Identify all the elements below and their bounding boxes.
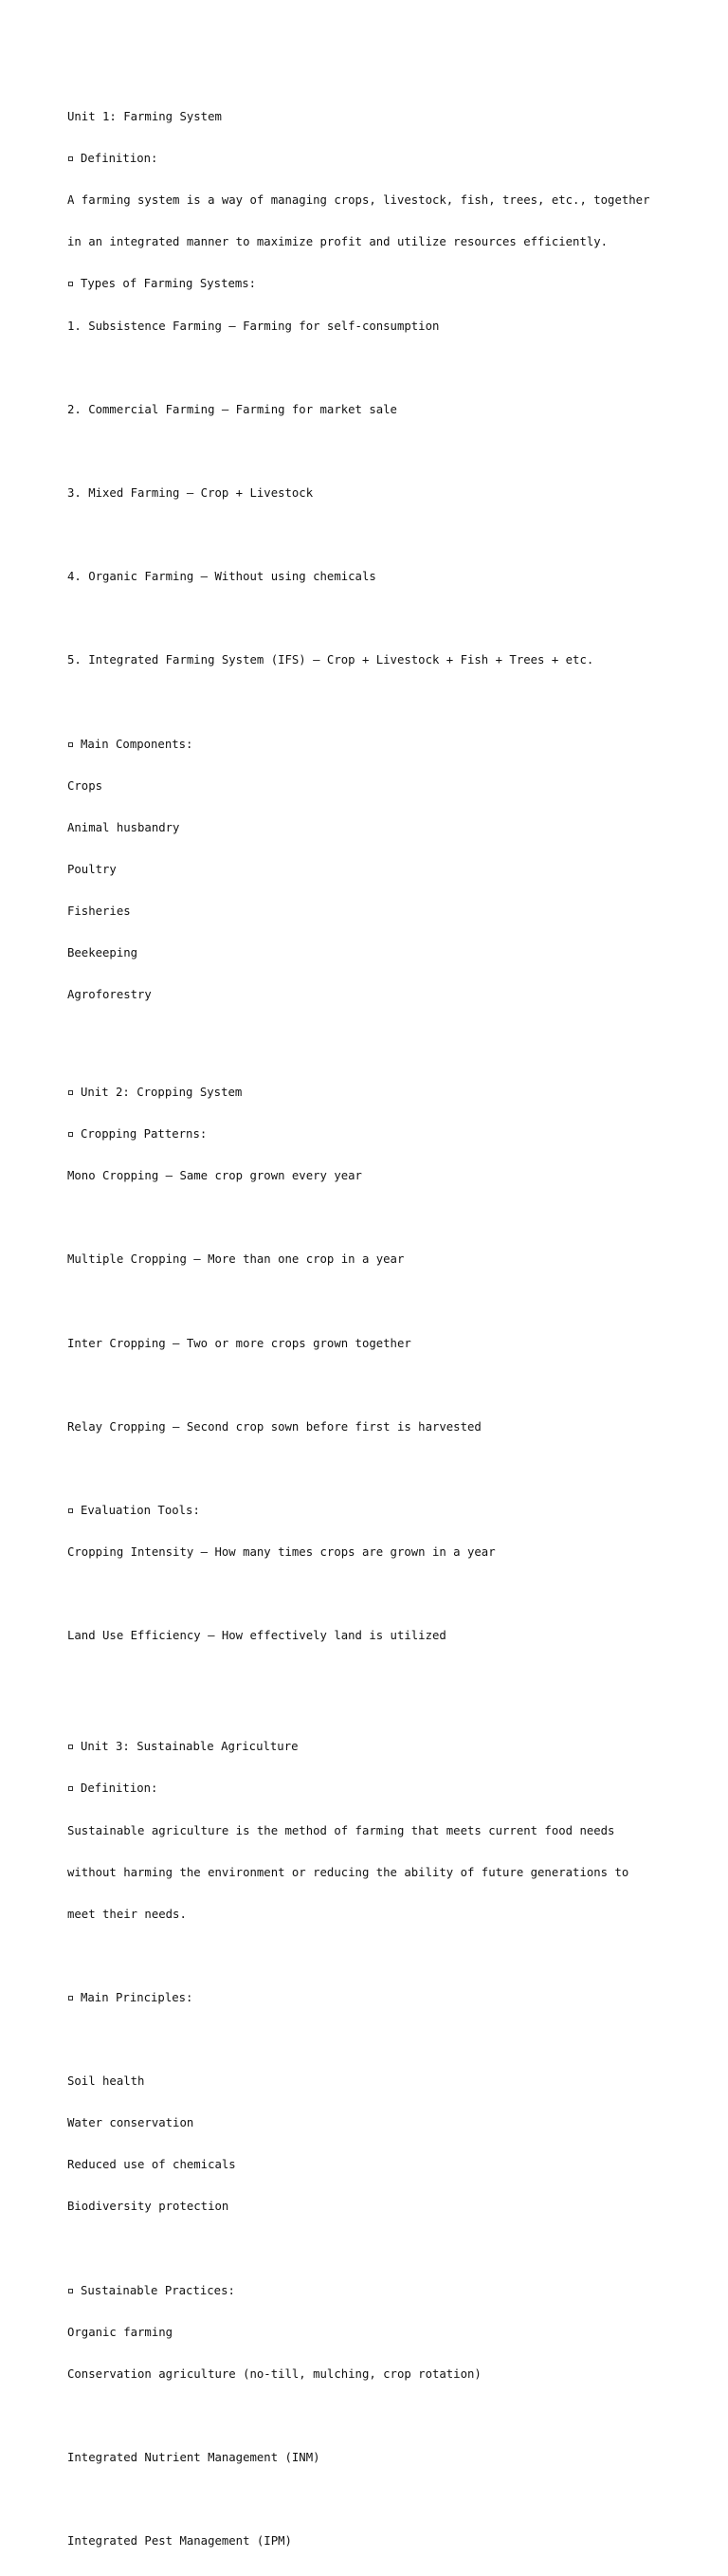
unit3-definition-line: without harming the environment or reducing the ability of future generations to [67, 1865, 629, 1879]
farming-type-item: 1. Subsistence Farming – Farming for self-consumption [67, 319, 440, 333]
bullet-icon [68, 1132, 73, 1137]
component-item: Fisheries [67, 904, 131, 918]
bullet-icon [68, 2289, 73, 2293]
principle-item: Reduced use of chemicals [67, 2158, 236, 2172]
principle-item: Water conservation [67, 2116, 194, 2130]
evaluation-tool-item: Land Use Efficiency – How effectively land is utilized [67, 1629, 446, 1643]
component-item: Crops [67, 778, 103, 793]
cropping-pattern-item: Multiple Cropping – More than one crop in a year [67, 1252, 405, 1267]
practice-item: Conservation agriculture (no-till, mulching, crop rotation) [67, 2366, 482, 2381]
unit2-title: Unit 2: Cropping System [67, 1086, 712, 1100]
farming-type-item: 4. Organic Farming – Without using chemicals [67, 570, 376, 584]
unit1-components-heading: Main Components: [67, 738, 712, 752]
evaluation-tool-item: Cropping Intensity – How many times crops are grown in a year [67, 1545, 496, 1559]
practice-item: Integrated Pest Management (IPM) [67, 2534, 292, 2549]
bullet-icon [68, 1508, 73, 1513]
principle-item: Biodiversity protection [67, 2200, 229, 2214]
unit1-definition-heading: Definition: [67, 152, 712, 166]
unit1-types-heading: Types of Farming Systems: [67, 277, 712, 291]
unit3-title: Unit 3: Sustainable Agriculture [67, 1740, 712, 1754]
bullet-icon [68, 1996, 73, 2001]
farming-type-item: 2. Commercial Farming – Farming for market sale [67, 402, 397, 416]
unit3-practices-heading: Sustainable Practices: [67, 2284, 712, 2298]
practice-item: Organic farming [67, 2325, 173, 2339]
unit3-principles-heading: Main Principles: [67, 1991, 712, 2005]
component-item: Beekeeping [67, 945, 138, 959]
bullet-icon [68, 1745, 73, 1749]
bullet-icon [68, 742, 73, 747]
component-item: Animal husbandry [67, 820, 180, 834]
unit1-title: Unit 1: Farming System [67, 110, 222, 124]
bullet-icon [68, 156, 73, 161]
farming-type-item: 5. Integrated Farming System (IFS) – Crop + Livestock + Fish + Trees + etc. [67, 653, 594, 667]
bullet-icon [68, 1786, 73, 1791]
unit2-tools-heading: Evaluation Tools: [67, 1504, 712, 1518]
unit3-definition-line: meet their needs. [67, 1907, 187, 1921]
principle-item: Soil health [67, 2074, 145, 2089]
component-item: Agroforestry [67, 988, 152, 1002]
unit3-definition-heading: Definition: [67, 1781, 712, 1796]
bullet-icon [68, 1090, 73, 1095]
unit2-patterns-heading: Cropping Patterns: [67, 1127, 712, 1142]
bullet-icon [68, 282, 73, 286]
unit3-definition-line: Sustainable agriculture is the method of farming that meets current food needs [67, 1823, 615, 1837]
cropping-pattern-item: Mono Cropping – Same crop grown every year [67, 1169, 362, 1183]
unit1-definition-line: A farming system is a way of managing crops, livestock, fish, trees, etc., together [67, 193, 650, 208]
unit1-definition-line: in an integrated manner to maximize profit and utilize resources efficiently. [67, 235, 609, 249]
farming-type-item: 3. Mixed Farming – Crop + Livestock [67, 485, 314, 500]
document-body [67, 68, 712, 2576]
cropping-pattern-item: Inter Cropping – Two or more crops grown together [67, 1336, 411, 1350]
component-item: Poultry [67, 862, 117, 876]
practice-item: Integrated Nutrient Management (INM) [67, 2450, 320, 2464]
cropping-pattern-item: Relay Cropping – Second crop sown before first is harvested [67, 1419, 482, 1434]
